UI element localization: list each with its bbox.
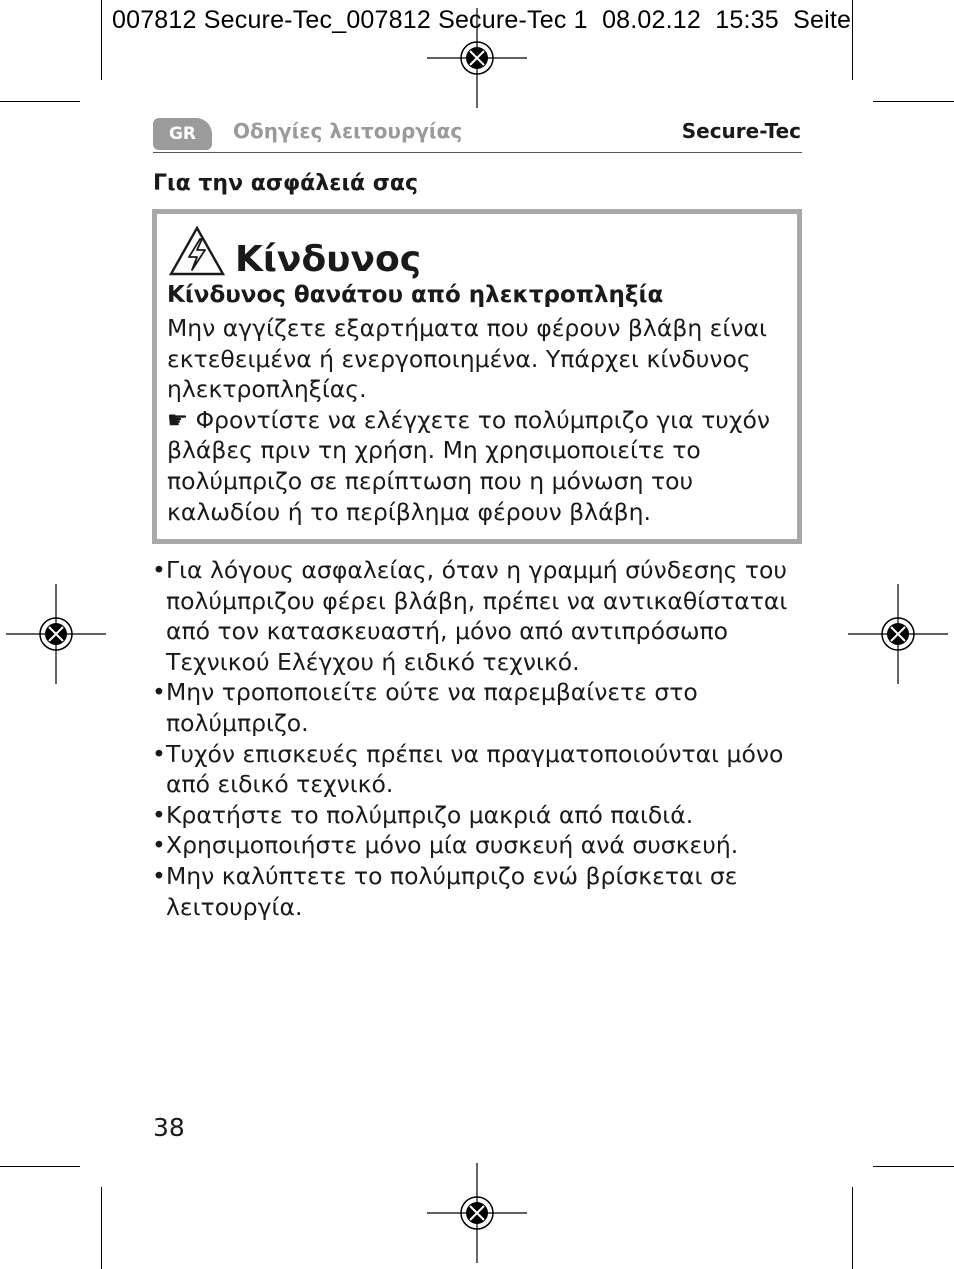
- bullet-icon: •: [152, 861, 166, 890]
- list-item-text: Για λόγους ασφαλείας, όταν η γραμμή σύνδεσης του πολύμπριζου φέρει βλάβη, πρέπει να αντικαθίσταται από τον κατασκευαστή, μόνο από αντιπρόσωπο Τεχνικού Ελέγχου ή ειδικό τεχνικό.: [166, 556, 788, 676]
- bullet-icon: •: [152, 831, 166, 860]
- list-item: [152, 830, 800, 861]
- crop-mark: [852, 0, 853, 80]
- crop-mark: [0, 101, 80, 102]
- header-brand: Secure-Tec: [681, 119, 801, 143]
- warning-title: Κίνδυνος: [235, 239, 422, 280]
- registration-mark-icon: [427, 8, 527, 108]
- bullet-icon: •: [152, 739, 166, 768]
- language-badge: GR: [153, 118, 212, 150]
- warning-instruction-text: Φροντίστε να ελέγχετε το πολύμπριζο για τυχόν βλάβες πριν τη χρήση. Μη χρησιμοποιείτε το πολύμπριζο σε περίπτωση που η μόνωση του καλωδίου ή το περίβλημα φέρουν βλάβη.: [167, 405, 770, 526]
- crop-mark: [101, 1187, 102, 1269]
- page-number: 38: [153, 1113, 185, 1142]
- list-item: [152, 677, 800, 738]
- list-item: [152, 861, 800, 922]
- header-divider: [153, 152, 802, 153]
- pointing-hand-icon: ☛: [167, 405, 189, 434]
- list-item-text: Κρατήστε το πολύμπριζο μακριά από παιδιά.: [166, 800, 694, 829]
- crop-mark: [873, 101, 954, 102]
- section-heading: Για την ασφάλειά σας: [153, 171, 419, 196]
- bullet-icon: •: [152, 556, 166, 584]
- warning-subtitle: Κίνδυνος θανάτου από ηλεκτροπληξία: [167, 282, 664, 308]
- list-item-text: Μην τροποποιείτε ούτε να παρεμβαίνετε στο πολύμπριζο.: [166, 678, 698, 737]
- header-title: Οδηγίες λειτουργίας: [233, 119, 463, 143]
- list-item: [152, 739, 800, 800]
- list-item: [152, 555, 800, 677]
- print-slug: 007812 Secure-Tec_007812 Secure-Tec 1 08.02.12 15:35 Seite: [112, 6, 852, 34]
- warning-body: [167, 313, 787, 527]
- bullet-icon: •: [152, 678, 166, 707]
- registration-mark-icon: [6, 584, 106, 684]
- crop-mark: [852, 1187, 853, 1269]
- bullet-icon: •: [152, 800, 166, 829]
- list-item-text: Μην καλύπτετε το πολύμπριζο ενώ βρίσκεται σε λειτουργία.: [166, 861, 738, 921]
- warning-paragraph: Μην αγγίζετε εξαρτήματα που φέρουν βλάβη είναι εκτεθειμένα ή ενεργοποιημένα. Υπάρχει κίνδυνος ηλεκτροπληξίας.: [167, 314, 767, 404]
- safety-bullet-list: [152, 555, 800, 922]
- registration-mark-icon: [848, 584, 948, 684]
- warning-instruction: [167, 405, 787, 527]
- registration-mark-icon: [427, 1163, 527, 1263]
- crop-mark: [873, 1166, 954, 1167]
- electric-hazard-triangle-icon: [169, 226, 225, 276]
- crop-mark: [0, 1166, 80, 1167]
- crop-mark: [101, 0, 102, 80]
- list-item-text: Χρησιμοποιήστε μόνο μία συσκευή ανά συσκευή.: [166, 831, 739, 860]
- list-item: [152, 800, 800, 831]
- list-item-text: Τυχόν επισκευές πρέπει να πραγματοποιούνται μόνο από ειδικό τεχνικό.: [166, 739, 784, 799]
